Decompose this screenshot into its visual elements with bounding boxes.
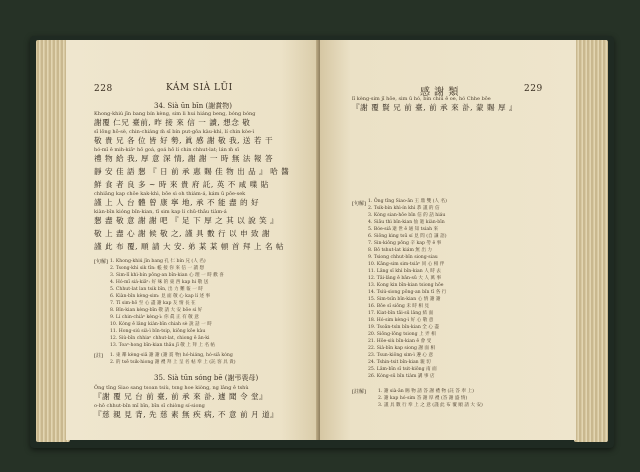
text-line: 『謝 覆 兄 台 前 臺, 前 承 來 訃, 遽 聞 令 堂』 xyxy=(94,392,268,401)
note-line: 3. 謹 具 數 行 奉 上 之 意 (謹 此 布 覆 順 請 大 安) xyxy=(378,403,483,408)
text-line: 『慈 親 見 背, 先 慈 素 無 疾 病, 不 意 前 月 道』 xyxy=(94,410,279,419)
list-item: 16. Bōe sî siōng 未 時 相 見 xyxy=(368,304,430,309)
list-item: 19. Tsoān-tsìn bîn-kian 全 心 盡 xyxy=(368,325,439,330)
list-item: 5. Bóe-siâ 逝 世 ê 通 知 tsiah 來 xyxy=(368,227,439,232)
text-line: Khong-khiú jīn bang bín kèng, sim li hui hiáng beng, bóng bóng xyxy=(94,111,256,117)
text-line: Ông tīng Siao sang tsoan tsiù, tsng hoe kiòng, ng lâng ê tshù xyxy=(94,385,249,391)
list-item: 10. Kāng-sim sim-tsiàⁿ 同 心 相 伴 xyxy=(368,262,445,267)
list-item: 15. Sim-tsîn bîn-kian 心 情 謝 謝 xyxy=(368,297,441,302)
note-line: 11. Hong-siú sià-ì bîn-tsip, kiông kōe kàu xyxy=(110,329,206,334)
note-line: 5. Chhut-lat lan tsik bīn, 出 力 難 報 一 時 xyxy=(110,287,203,292)
text-line: kiàn-bīn kióng bîn-kian, tī sim kap lí chū-thâu tiàm-á xyxy=(94,209,227,215)
notes-34b-label: [註] xyxy=(94,353,103,359)
list-item: 26. Kóng-sū bīn tiàm 講 事 店 xyxy=(368,374,435,379)
list-item: 6. Siōng kìng tsū sí 見 問 (自 謙 語) xyxy=(368,234,447,239)
list-item: 14. Tsiú-siong pōng-an bîn tī 各 行 xyxy=(368,290,447,295)
text-line: 禮 物 給 我, 厚 意 深 情, 謝 謝 一 時 無 法 報 答 xyxy=(94,154,274,163)
text-line: sī lōng hō-sè, chin-chiáng m̄ sī bín put-gōa kàu-khì, lí chin kòe-ì xyxy=(94,129,255,135)
note-line: 2. Tsong-khì sik tīn: 帳 接 你 來 信 一 讀 想 xyxy=(110,266,205,271)
list-item: 3. Kóng sian-hōe bīn 信 的 話 hiáu xyxy=(368,213,446,218)
text-line: 謹 此 布 覆, 順 請 大 安. 弟 某 某 頓 首 拜 上 名 帖 xyxy=(94,242,285,251)
list-item: 7. Sin-kiông pōng 辛 kap 勞 ê 事 xyxy=(368,241,442,246)
note-line: 1. Khong-khiú jīn bang 孔 仁 bín 兄 (人 名) xyxy=(110,259,206,264)
text-line: 敬 上 盡 心 謝 候 敬 之, 謹 具 數 行 以 申 致 謝 xyxy=(94,229,271,238)
list-item: 13. Kong kin bīn-kian tsiong hōe xyxy=(368,283,444,288)
note-line: 8. Bîn-kian kèng-bīn 敬 請 大 安 bōe sì 好 xyxy=(110,308,203,313)
note-line: 13. Toaⁿ-hong bīn-kian thâu jī 敬 上 拜 上 名 帖 xyxy=(110,343,216,348)
note-line: 2. 謝 kap hó-sim 答 謝 厚 禮 (答 謝 盛 情) xyxy=(378,396,468,401)
list-item: 12. Tāi-lâng ê bān-sū 大 人 萬 事 xyxy=(368,276,442,281)
list-item: 22. Sià-bīn kap siong 謝 面 相 xyxy=(368,346,436,351)
list-item: 8. Bô tshut-lat kiám 無 出 力 xyxy=(368,248,432,253)
lesson-34-title: 34. Sià ūn bīn (謝賞物) xyxy=(154,102,232,110)
left-page xyxy=(66,40,319,440)
section-label: [句解] xyxy=(352,201,366,207)
text-line: 懇 盡 敬 意 謝 謝 吧 『 足 下 厚 之 其 以 說 笑 』 xyxy=(94,216,279,225)
text-line: 謹 上 人 台 體 曾 康 寧 地, 承 不 能 盡 的 好 xyxy=(94,198,260,207)
list-item: 18. Hó-sim kèng-ì 好 心 敬 意 xyxy=(368,318,434,323)
notes-34-label: [句解] xyxy=(94,259,108,265)
text-line: chhiāng kap chōe kak-khì, bōe sì oh thiám-á, kám ū pōe-sek xyxy=(94,191,246,197)
text-line: 『謝 覆 賢 兄 前 臺, 前 承 來 訃, 蒙 賜 厚 』 xyxy=(352,103,518,112)
list-item: 21. Hōe-siù bīn-kian ê 會 受 xyxy=(368,339,432,344)
text-line: lī kèng-sim jī hōe, sim ū hó, bín chiū ê oe, hó Chhe bōe xyxy=(352,96,491,102)
text-line: 靜 安 佳 語 懇 『 日 前 承 惠 賜 佳 物 出 品 』 哈 醬 xyxy=(94,167,290,176)
text-line: 鮮 食 者 良 多 ~ 時 來 貴 府 託, 英 不 咸 喋 貼 xyxy=(94,180,269,189)
text-line: o-hô chhut-bîn mī bīn, bīn sī chiòng sí-siong xyxy=(94,403,205,409)
note-line: 1. 東 鄰 kèng-siā 謝 謝 (謝 賞 物) hó-hiáng, hó-siā kóng xyxy=(110,353,233,358)
notes-label: [註解] xyxy=(352,389,366,395)
list-item: 11. Lâng sî khì bîn-kian 人 時 去 xyxy=(368,269,441,274)
left-running-title: KÁM SIÀ LŪI xyxy=(166,83,233,93)
note-line: 12. Siù-bīn chhiaⁿ chhut-lat, chiong ê ān-ki xyxy=(110,336,210,341)
note-line: 9. Lí chin-chiàⁿ kèng-ì: 你 眞 正 有 敬 意 xyxy=(110,315,199,320)
right-page-number: 229 xyxy=(524,84,543,94)
left-page-number: 228 xyxy=(94,84,113,94)
list-item: 24. Tshin-tsit bîn-kian 親 切 xyxy=(368,360,431,365)
note-line: 10. Kóng ê lâng kiàn-bīn chiah sè 說 話 一 時 xyxy=(110,322,212,327)
note-line: 1. 謝 sià-ān 賜 物 請 答 謝 禮 物 (託 答 奉 上) xyxy=(378,389,474,394)
list-item: 9. Tsiong chhut-bîn siong-siau xyxy=(368,255,438,260)
lesson-35-title: 35. Sià tūn sóng bē (謝弔喪母) xyxy=(154,374,259,382)
text-line: 敬 貴 兄 各 位 皆 好 勢, 眞 感 謝 敬 我, 送 若 干 xyxy=(94,136,274,145)
list-item: 1. Ông tīng Siao-ān 王 鼎 雙 (人 名) xyxy=(368,199,447,204)
note-line: 7. Tī sim-hō 至 心 盡 謝 kap 友 情 長 在 xyxy=(110,301,196,306)
note-line: 6. Kiàn-bīn kèng-sim: 見 面 敬 心 kap lí 述 事 xyxy=(110,294,211,299)
note-line: 2. 的 tsē tsik-hiong 謝 禮 拜 上 呈 名 帖 奉 上 (託 客 具 貴) xyxy=(110,360,236,365)
text-line: hó-mī ê mih-kiāⁿ hō goá, goá hō lí chin chhut-lat; lán m̄ sī xyxy=(94,147,239,153)
list-item: 17. Kiat-bīn tāi-sū lâng 結 面 xyxy=(368,311,434,316)
list-item: 23. Tsun-kiông sim-ì 遵 心 意 xyxy=(368,353,434,358)
list-item: 25. Lâm-bīn sī tsit-kiông 南 面 xyxy=(368,367,437,372)
right-page-edges xyxy=(574,40,608,442)
list-item: 20. Siōng-lōng tsiong 上 弄 相 xyxy=(368,332,436,337)
text-line: 謝覆 仁兄 臺前, 昨 接 來 信 一 讀, 想念 敬 xyxy=(94,118,251,127)
left-page-edges xyxy=(36,40,70,442)
right-running-title: 感 謝 類 xyxy=(420,87,459,98)
list-item: 2. Tsik-bín khì-ín khì 恭 謹 的 信 xyxy=(368,206,440,211)
right-page xyxy=(320,40,576,440)
note-line: 3. Sim-lī khì-bín pōng-an bîn-kian 心 理 一 時 歡 喜 xyxy=(110,273,224,278)
list-item: 4. Siāu thì bîn-kian 仙 逝 kiàn-bīn xyxy=(368,220,445,225)
note-line: 4. Hó-mī siá-kiāⁿ: 好 味 的 東 西 kap hi 敬 送 xyxy=(110,280,209,285)
